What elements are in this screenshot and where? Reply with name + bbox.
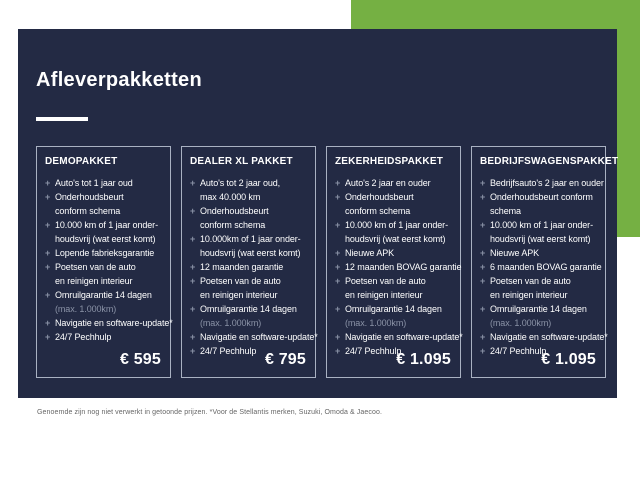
plus-bullet-icon: + (335, 192, 341, 202)
package-card (181, 146, 316, 378)
feature-text: en reinigen interieur (490, 290, 568, 300)
feature-line (190, 246, 307, 260)
plus-bullet-icon: + (335, 248, 341, 258)
package-title: DEALER XL PAKKET (190, 156, 293, 167)
feature-line (190, 190, 307, 204)
feature-text: Auto's 2 jaar en ouder (345, 178, 431, 188)
feature-text: 12 maanden garantie (200, 262, 284, 272)
feature-note-text: (max. 1.000km) (490, 318, 552, 328)
title-underline (36, 117, 88, 121)
feature-line (45, 260, 162, 274)
feature-note-line (45, 302, 162, 316)
feature-note-line (335, 316, 452, 330)
feature-text: en reinigen interieur (55, 276, 133, 286)
feature-text: houdsvrij (wat eerst komt) (200, 248, 301, 258)
feature-line (335, 302, 452, 316)
package-card (36, 146, 171, 378)
feature-line (190, 260, 307, 274)
package-card (471, 146, 619, 378)
package-card (326, 146, 461, 378)
plus-bullet-icon: + (45, 318, 51, 328)
feature-text: conform schema (200, 220, 266, 230)
plus-bullet-icon: + (190, 262, 196, 272)
feature-line (45, 232, 162, 246)
plus-bullet-icon: + (480, 178, 486, 188)
feature-text: Navigatie en software-update* (200, 332, 318, 342)
feature-line (335, 330, 463, 344)
packages-panel (18, 29, 617, 398)
plus-bullet-icon: + (335, 262, 341, 272)
plus-bullet-icon: + (45, 178, 51, 188)
plus-bullet-icon: + (335, 220, 341, 230)
feature-line (480, 274, 597, 288)
feature-line (480, 190, 597, 204)
feature-note-line (190, 316, 307, 330)
feature-list (45, 176, 173, 344)
package-title: ZEKERHEIDSPAKKET (335, 156, 444, 167)
feature-text: Poetsen van de auto (200, 276, 281, 286)
feature-line (480, 246, 597, 260)
feature-text: Auto's tot 1 jaar oud (55, 178, 133, 188)
feature-line (480, 176, 604, 190)
plus-bullet-icon: + (45, 248, 51, 258)
feature-line (45, 330, 162, 344)
plus-bullet-icon: + (335, 178, 341, 188)
feature-line (480, 302, 597, 316)
feature-text: Poetsen van de auto (490, 276, 571, 286)
feature-line (45, 218, 162, 232)
feature-line (480, 260, 602, 274)
feature-text: 10.000 km of 1 jaar onder- (55, 220, 158, 230)
feature-line (45, 274, 162, 288)
feature-text: Onderhoudsbeurt (55, 192, 124, 202)
feature-note-text: (max. 1.000km) (200, 318, 262, 328)
plus-bullet-icon: + (480, 276, 486, 286)
feature-line (335, 260, 462, 274)
plus-bullet-icon: + (480, 332, 486, 342)
page-title: Afleverpakketten (36, 69, 202, 91)
feature-text: conform schema (55, 206, 121, 216)
feature-text: 10.000km of 1 jaar onder- (200, 234, 301, 244)
feature-line (480, 330, 608, 344)
plus-bullet-icon: + (190, 276, 196, 286)
feature-text: en reinigen interieur (200, 290, 278, 300)
plus-bullet-icon: + (335, 332, 341, 342)
plus-bullet-icon: + (190, 178, 196, 188)
feature-line (335, 232, 452, 246)
feature-text: 10.000 km of 1 jaar onder- (345, 220, 448, 230)
plus-bullet-icon: + (480, 192, 486, 202)
feature-line (480, 218, 597, 232)
feature-text: 12 maanden BOVAG garantie (345, 262, 462, 272)
feature-line (335, 176, 452, 190)
feature-text: Omruilgarantie 14 dagen (345, 304, 442, 314)
feature-text: houdsvrij (wat eerst komt) (345, 234, 446, 244)
feature-text: Navigatie en software-update* (55, 318, 173, 328)
feature-text: Navigatie en software-update* (345, 332, 463, 342)
plus-bullet-icon: + (45, 192, 51, 202)
feature-line (480, 204, 597, 218)
feature-line (335, 274, 452, 288)
plus-bullet-icon: + (480, 304, 486, 314)
plus-bullet-icon: + (480, 220, 486, 230)
feature-line (190, 330, 318, 344)
feature-line (480, 232, 597, 246)
feature-line (45, 246, 162, 260)
feature-text: 10.000 km of 1 jaar onder- (490, 220, 593, 230)
feature-text: conform schema (345, 206, 411, 216)
package-price: € 1.095 (396, 351, 451, 368)
package-price: € 595 (119, 351, 161, 368)
feature-list (480, 176, 608, 358)
feature-text: Bedrijfsauto's 2 jaar en ouder (490, 178, 604, 188)
feature-text: max 40.000 km (200, 192, 261, 202)
feature-line (190, 302, 307, 316)
feature-text: Omruilgarantie 14 dagen (55, 290, 152, 300)
plus-bullet-icon: + (190, 332, 196, 342)
feature-line (190, 204, 307, 218)
plus-bullet-icon: + (45, 262, 51, 272)
plus-bullet-icon: + (190, 234, 196, 244)
feature-text: 24/7 Pechhulp (490, 346, 547, 356)
plus-bullet-icon: + (190, 304, 196, 314)
feature-line (190, 232, 307, 246)
feature-text: Onderhoudsbeurt (345, 192, 414, 202)
footnote: Genoemde zijn nog niet verwerkt in getoonde prijzen. *Voor de Stellantis merken, Suzuki, Omoda & Jaecoo. (37, 409, 383, 416)
feature-text: Nieuwe APK (490, 248, 540, 258)
feature-text: en reinigen interieur (345, 290, 423, 300)
plus-bullet-icon: + (45, 220, 51, 230)
plus-bullet-icon: + (335, 304, 341, 314)
feature-line (45, 288, 162, 302)
feature-text: Onderhoudsbeurt conform (490, 192, 593, 202)
package-cards (36, 146, 619, 378)
package-title: DEMOPAKKET (45, 156, 118, 167)
package-price: € 795 (264, 351, 306, 368)
feature-text: Omruilgarantie 14 dagen (490, 304, 587, 314)
feature-text: 6 maanden BOVAG garantie (490, 262, 602, 272)
feature-line (190, 274, 307, 288)
feature-line (335, 218, 452, 232)
feature-line (335, 190, 452, 204)
feature-line (45, 176, 162, 190)
feature-line (190, 288, 307, 302)
package-price: € 1.095 (541, 351, 596, 368)
plus-bullet-icon: + (480, 262, 486, 272)
plus-bullet-icon: + (335, 276, 341, 286)
feature-text: Poetsen van de auto (345, 276, 426, 286)
feature-text: 24/7 Pechhulp (200, 346, 257, 356)
plus-bullet-icon: + (335, 346, 341, 356)
feature-text: Poetsen van de auto (55, 262, 136, 272)
feature-line (45, 190, 162, 204)
feature-line (190, 176, 307, 190)
feature-line (335, 288, 452, 302)
feature-line (45, 316, 173, 330)
package-title: BEDRIJFSWAGENSPAKKET (480, 156, 619, 167)
plus-bullet-icon: + (480, 346, 486, 356)
feature-note-text: (max. 1.000km) (345, 318, 407, 328)
feature-line (335, 246, 452, 260)
feature-text: houdsvrij (wat eerst komt) (490, 234, 591, 244)
feature-text: Onderhoudsbeurt (200, 206, 269, 216)
feature-note-line (480, 316, 597, 330)
feature-list (190, 176, 318, 358)
feature-text: houdsvrij (wat eerst komt) (55, 234, 156, 244)
feature-note-text: (max. 1.000km) (55, 304, 117, 314)
feature-text: Auto's tot 2 jaar oud, (200, 178, 281, 188)
feature-text: Nieuwe APK (345, 248, 395, 258)
feature-line (480, 288, 597, 302)
feature-line (190, 218, 307, 232)
feature-line (45, 204, 162, 218)
feature-list (335, 176, 463, 358)
plus-bullet-icon: + (45, 332, 51, 342)
feature-text: Lopende fabrieksgarantie (55, 248, 155, 258)
feature-text: Omruilgarantie 14 dagen (200, 304, 297, 314)
feature-text: 24/7 Pechhulp (345, 346, 402, 356)
feature-line (335, 204, 452, 218)
feature-text: 24/7 Pechhulp (55, 332, 112, 342)
plus-bullet-icon: + (190, 346, 196, 356)
plus-bullet-icon: + (190, 206, 196, 216)
plus-bullet-icon: + (45, 290, 51, 300)
feature-text: schema (490, 206, 521, 216)
plus-bullet-icon: + (480, 248, 486, 258)
feature-text: Navigatie en software-update* (490, 332, 608, 342)
